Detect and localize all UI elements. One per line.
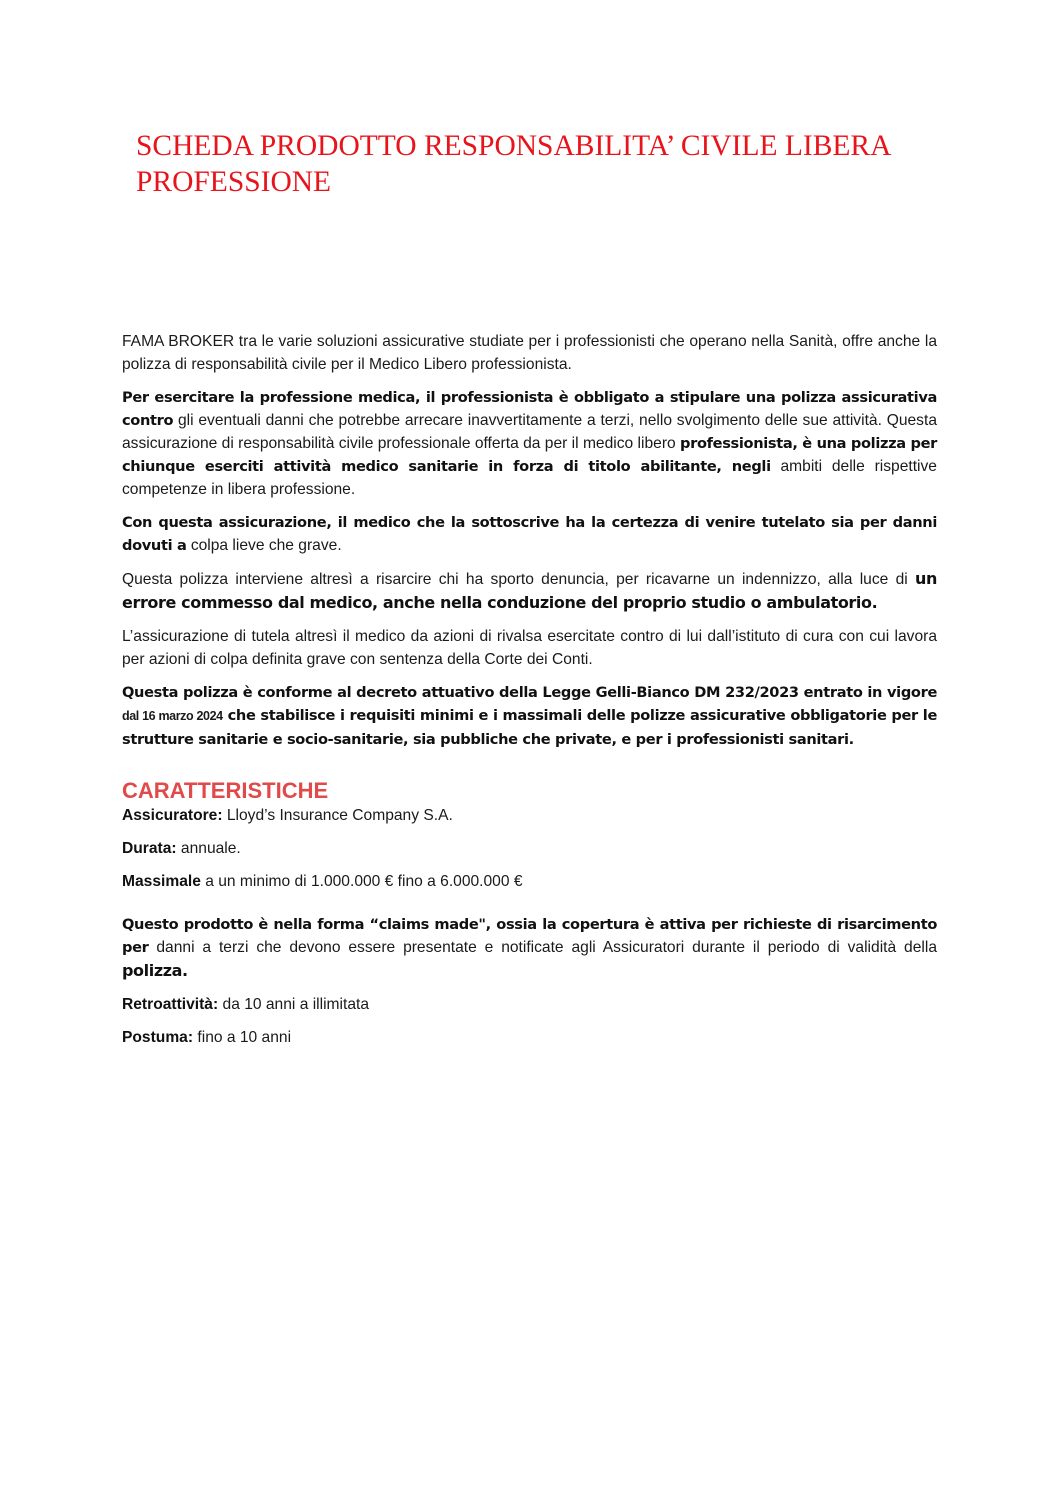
page-title-line-2: PROFESSIONE [136,166,332,198]
durata-row [122,837,937,860]
assicuratore-label: Assicuratore: [122,807,223,824]
durata-value: annuale. [176,840,241,857]
claims-made-bold-end: polizza. [122,961,188,980]
page-title-line-1: SCHEDA PRODOTTO RESPONSABILITA’ CIVILE LIBERA [136,130,892,162]
document-body [122,330,937,1059]
assicuratore-value: Lloyd’s Insurance Company S.A. [222,807,453,824]
retroattivita-row [122,993,937,1016]
postuma-value: fino a 10 anni [193,1029,292,1046]
page-title [136,128,1016,200]
compensation-paragraph [122,567,937,615]
postuma-row [122,1026,937,1049]
obligation-paragraph [122,386,937,501]
claims-made-paragraph [122,913,937,983]
compensation-text: Questa polizza interviene altresì a risarcire chi ha sporto denuncia, per ricavarne un indennizzo, alla luce di [122,571,916,588]
massimale-label: Massimale [122,873,201,890]
obligation-text-end: ambiti delle rispettive competenze in libera professione. [122,458,937,498]
obligation-bold-middle: professionista, è una polizza per chiunque eserciti attività medico sanitarie in forza di titolo abilitante, negli [122,435,938,475]
compliance-bold-end: che stabilisce i requisiti minimi e i massimali delle polizze assicurative obbligatorie per le strutture sanitarie e socio-sanitarie, sia pubbliche che private, e per i professionisti sanitari. [122,707,937,748]
obligation-bold-lead: Per esercitare la professione medica, il professionista è obbligato a stipulare una polizza assicurativa contro [122,389,937,429]
compliance-bold-lead: Questa polizza è conforme al decreto attuativo della Legge Gelli-Bianco DM 232/2023 entrato in vigore [122,684,937,701]
compliance-paragraph [122,681,937,751]
retroattivita-value: da 10 anni a illimitata [218,996,370,1013]
section-title-caratteristiche: CARATTERISTICHE [122,778,329,803]
retroattivita-label: Retroattività: [122,996,219,1013]
obligation-text: gli eventuali danni che potrebbe arrecare inavvertitamente a terzi, nello svolgimento delle sue attività. Questa assicurazione di responsabilità civile professionale offerta da per il medico libero [122,412,937,452]
postuma-label: Postuma: [122,1029,194,1046]
coverage-paragraph [122,511,937,557]
coverage-bold-lead: Con questa assicurazione, il medico che la sottoscrive ha la certezza di venire tutelato sia per danni dovuti a [122,514,937,554]
compensation-bold: un errore commesso dal medico, anche nella conduzione del proprio studio o ambulatorio. [122,569,937,612]
recourse-paragraph: L’assicurazione di tutela altresì il medico da azioni di rivalsa esercitate contro di lui dall’istituto di cura con cui lavora per azioni di colpa definita grave con sentenza della Corte dei Conti. [122,628,937,668]
claims-made-text: danni a terzi che devono essere presentate e notificate agli Assicuratori durante il periodo di validità della [148,939,937,956]
compliance-date: dal 16 marzo 2024 [122,709,223,723]
claims-made-bold-lead: Questo prodotto è nella forma “claims made", ossia la copertura è attiva per richieste di risarcimento per [122,916,937,956]
intro-paragraph: FAMA BROKER tra le varie soluzioni assicurative studiate per i professionisti che operano nella Sanità, offre anche la polizza di responsabilità civile per il Medico Libero professionista. [122,333,937,373]
massimale-value: a un minimo di 1.000.000 € fino a 6.000.000 € [200,873,523,890]
assicuratore-row [122,804,937,827]
durata-label: Durata: [122,840,177,857]
massimale-row [122,870,937,893]
coverage-text: colpa lieve che grave. [186,537,342,554]
